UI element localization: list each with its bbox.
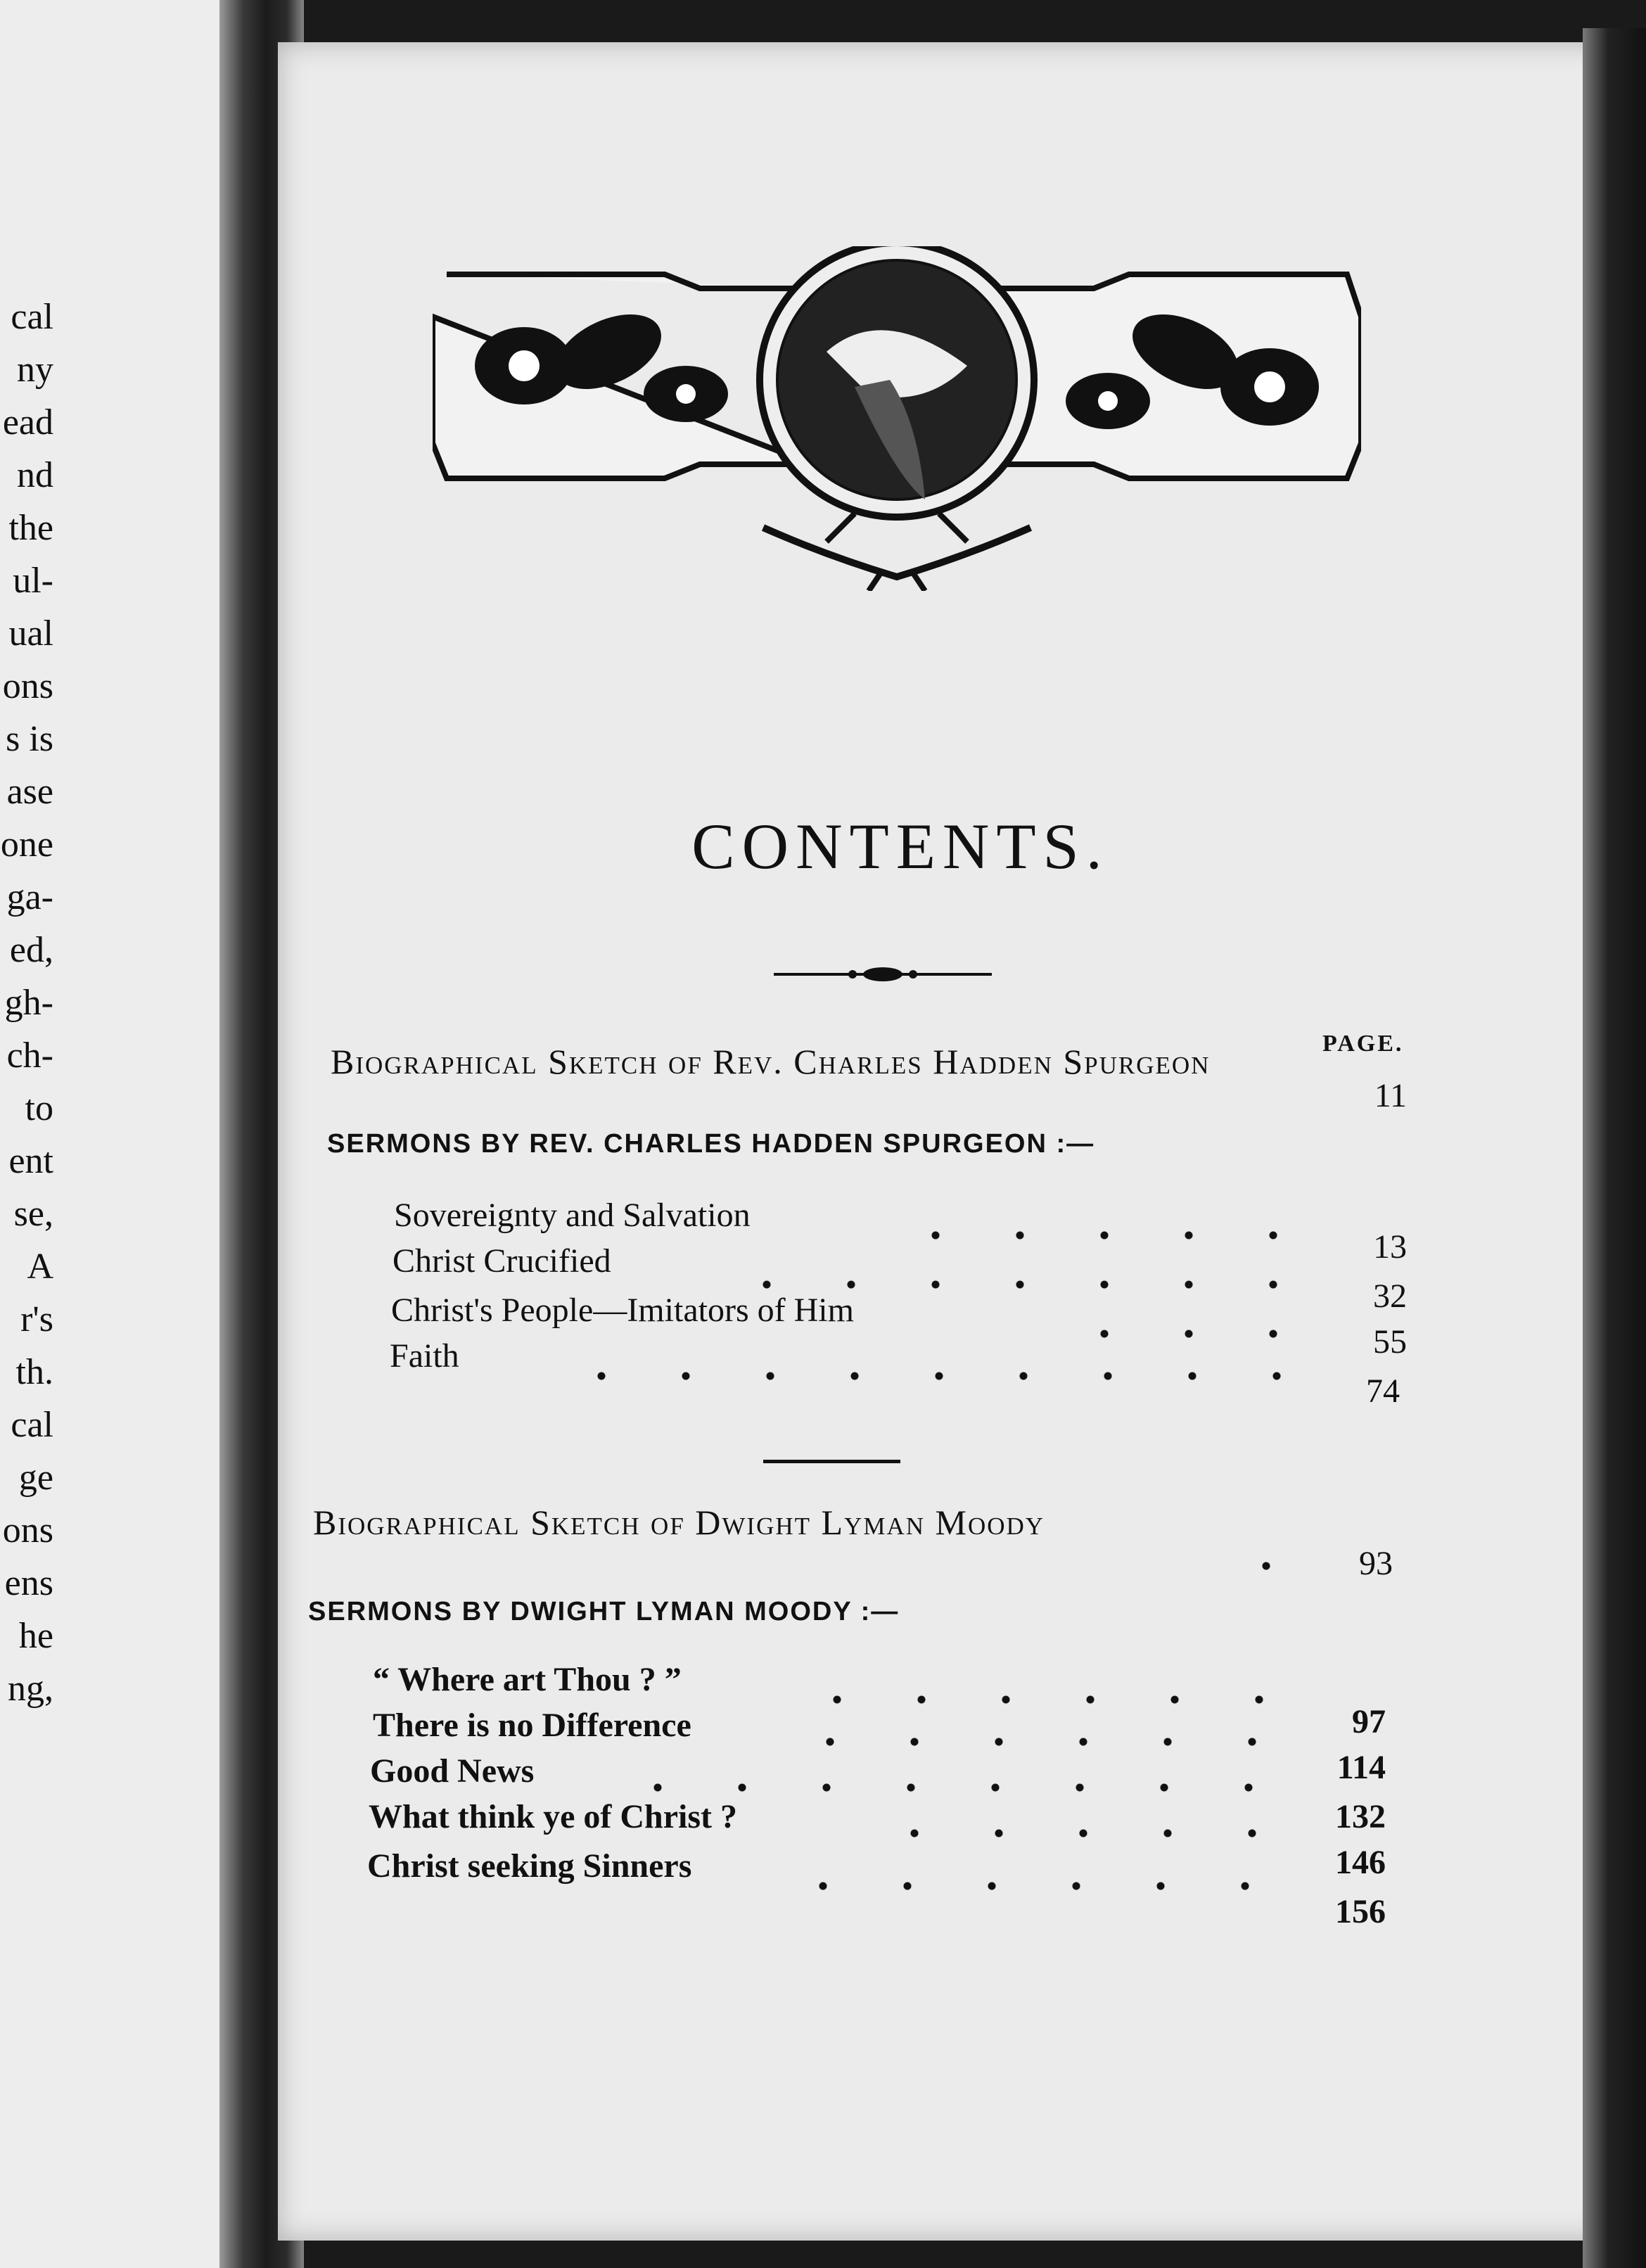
toc-entry-title: What think ye of Christ ? xyxy=(369,1798,738,1835)
moody-sermons-heading: SERMONS BY DWIGHT LYMAN MOODY :— xyxy=(308,1597,900,1626)
toc-entry-page: 55 xyxy=(1373,1323,1407,1361)
toc-entry-title: Christ seeking Sinners xyxy=(367,1847,692,1885)
text-fragment: cal xyxy=(11,1405,53,1445)
moody-bio-page: 93 xyxy=(1359,1545,1393,1582)
text-fragment: se, xyxy=(13,1194,53,1234)
leader-dots xyxy=(893,1231,1308,1240)
spurgeon-bio-page: 11 xyxy=(1374,1077,1407,1114)
title-flourish-rule xyxy=(774,960,992,988)
text-fragment: ny xyxy=(17,350,53,390)
toc-entry-title: Christ's People—Imitators of Him xyxy=(391,1292,854,1329)
toc-entry-title: Christ Crucified xyxy=(393,1242,611,1280)
toc-entry-title: “ Where art Thou ? ” xyxy=(373,1661,682,1698)
leader-dots xyxy=(872,1829,1301,1837)
text-fragment: nd xyxy=(17,455,53,495)
toc-entry-page: 74 xyxy=(1366,1372,1400,1410)
leader-dots xyxy=(795,1695,1301,1704)
leader-dots xyxy=(725,1280,1308,1289)
text-fragment: to xyxy=(25,1088,53,1128)
text-fragment: ons xyxy=(2,666,53,706)
toc-entry-title: Sovereignty and Salvation xyxy=(394,1197,751,1234)
text-fragment: ed, xyxy=(9,930,53,970)
leader-dots xyxy=(1062,1330,1308,1338)
text-fragment: ga- xyxy=(6,877,53,917)
text-fragment: ons xyxy=(2,1510,53,1550)
section-divider xyxy=(763,1460,900,1463)
text-fragment: ch- xyxy=(6,1036,53,1076)
leader-dots xyxy=(1224,1562,1322,1570)
page-column-label: PAGE. xyxy=(1322,1031,1404,1057)
text-fragment: ual xyxy=(8,613,53,654)
toc-entry-page: 146 xyxy=(1335,1844,1386,1881)
leader-dots xyxy=(615,1783,1301,1792)
spurgeon-sermons-heading: SERMONS BY REV. CHARLES HADDEN SPURGEON :— xyxy=(327,1129,1095,1159)
left-facing-page xyxy=(0,0,219,2268)
text-fragment: ent xyxy=(8,1141,53,1181)
spurgeon-bio-title: Biographical Sketch of Rev. Charles Hadden Spurgeon xyxy=(331,1042,1211,1081)
toc-entry-title: Faith xyxy=(390,1337,459,1375)
toc-entry-page: 32 xyxy=(1373,1278,1407,1315)
page-title: CONTENTS. xyxy=(691,810,1109,882)
text-fragment: the xyxy=(8,508,53,548)
text-fragment: th. xyxy=(15,1352,53,1392)
text-fragment: one xyxy=(0,824,53,865)
text-fragment: ul- xyxy=(13,561,53,601)
toc-entry-title: Good News xyxy=(370,1752,535,1790)
toc-entry-page: 156 xyxy=(1335,1893,1386,1930)
text-fragment: gh- xyxy=(4,983,53,1023)
leader-dots xyxy=(788,1738,1301,1746)
text-fragment: s is xyxy=(6,719,53,759)
ornament-engraving xyxy=(433,246,1361,591)
text-fragment: ead xyxy=(2,402,53,442)
text-fragment: ng, xyxy=(8,1669,53,1709)
moody-bio-title: Biographical Sketch of Dwight Lyman Moody xyxy=(313,1503,1045,1542)
text-fragment: ens xyxy=(4,1563,53,1603)
toc-entry-page: 132 xyxy=(1335,1798,1386,1835)
text-fragment: cal xyxy=(11,297,53,337)
leader-dots xyxy=(559,1372,1308,1380)
toc-entry-page: 13 xyxy=(1373,1228,1407,1266)
text-fragment: he xyxy=(18,1616,53,1656)
text-fragment: ge xyxy=(18,1458,53,1498)
toc-entry-title: There is no Difference xyxy=(373,1707,691,1744)
text-fragment: ase xyxy=(6,772,53,812)
text-fragment: A xyxy=(27,1247,53,1287)
toc-entry-page: 97 xyxy=(1352,1703,1386,1740)
toc-entry-page: 114 xyxy=(1336,1749,1386,1786)
leader-dots xyxy=(781,1882,1301,1890)
page-right-edge xyxy=(1583,28,1646,2268)
text-fragment: r's xyxy=(20,1299,53,1339)
